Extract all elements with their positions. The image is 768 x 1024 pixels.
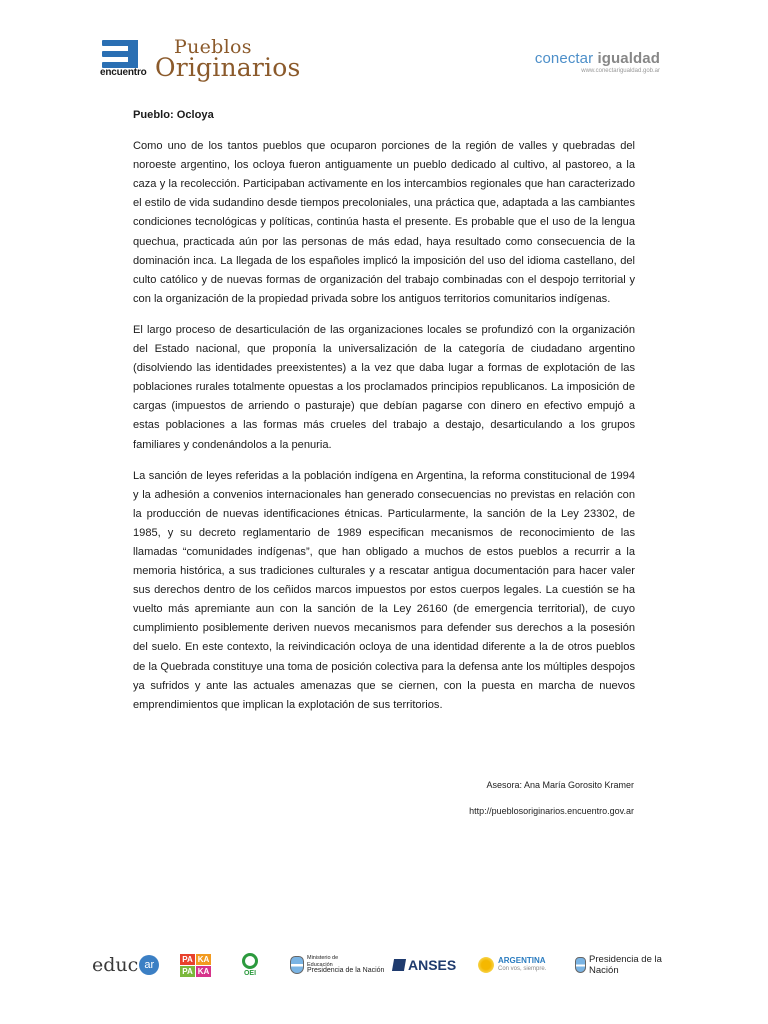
pueblos-word: Pueblos (174, 36, 252, 58)
escudo-icon (290, 956, 304, 974)
originarios-word: Originarios (155, 53, 301, 82)
footer-logos (92, 948, 684, 984)
conectar-igualdad-logo (535, 50, 660, 74)
paragraph-1: Como uno de los tantos pueblos que ocuparon porciones de la región de valles y quebradas del noroeste argentino, los ocloya fueron antiguamente un pueblo dedicado al cultivo, al pastoreo, a la caza y la recolección. Participaban activamente en los intercambios regionales que han caracterizado el estilo de vida sudandino desde tiempos precoloniales, una práctica que, adaptada a las cambiantes condiciones tecnológicas y políticas, continúa hasta el presente. Es probable que el uso de la lengua quechua, practicada aún por las personas de más edad, haya resultado como consecuencia de la dominación inca. La llegada de los españoles implicó la imposición del uso del idioma castellano, del culto católico y de nuevas formas de organización del trabajo combinadas con el despojo territorial y con la organización de la propiedad privada sobre los antiguos territorios comunitarios indígenas. (133, 140, 635, 305)
document-title: Pueblo: Ocloya (133, 109, 214, 121)
igualdad-word: igualdad (597, 50, 660, 67)
paragraph-2: El largo proceso de desarticulación de las organizaciones locales se profundizó con la organización del Estado nacional, que proponía la universalización de la categoría de ciudadano argentino (disolviendo las identidades preexistentes) a la vez que daba lugar a formas de explotación de las poblaciones rurales totalmente opuestas a los proclamados principios republicanos. La imposición de cargas (impuestos de arriendo o pasturaje) que debían pagarse con dinero en efectivo empujó a estas poblaciones a las formas más crueles del trabajo a destajo, desarticulando a los grupos familiares y condenándolos a la penuria. (133, 323, 635, 451)
conectar-url: www.conectarigualdad.gob.ar (581, 68, 660, 74)
encuentro-mark-icon (102, 40, 138, 68)
source-url: http://pueblosoriginarios.encuentro.gov.ar (469, 806, 634, 816)
encuentro-wordmark: encuentro (100, 67, 147, 78)
escudo-icon (575, 957, 586, 973)
argentina-logo: ARGENTINA Con vos, siempre. (478, 948, 546, 982)
anses-logo: ANSES (393, 948, 456, 982)
sun-icon (478, 957, 494, 973)
ministerio-educacion-logo: Ministerio de Educación Presidencia de la Nación (290, 948, 384, 982)
document-body (133, 106, 635, 727)
pakapaka-logo: PA KA PA KA (180, 948, 211, 982)
conectar-word: conectar (534, 50, 594, 67)
paragraph-3: La sanción de leyes referidas a la población indígena en Argentina, la reforma constitucional de 1994 y la adhesión a convenios internacionales han generado consecuencias no previstas en relación con la producción de nuevas identificaciones étnicas. Particularmente, la sanción de la Ley 23302, de 1985, y su decreto reglamentario de 1989 especifican mecanismos de reconocimiento de las llamadas “comunidades indígenas”, que han obligado a muchos de estos pueblos a recurrir a la memoria histórica, a sus tradiciones culturales y a rescatar antigua documentación para hacer valer sus derechos dentro de los ceñidos marcos impuestos por estos cuerpos legales. La cuestión se ha vuelto más apremiante aun con la sanción de la Ley 26160 (de emergencia territorial), de cuyo cumplimiento posiblemente deriven nuevos mecanismos para defender sus derechos a la posesión del suelo. En este contexto, la reivindicación ocloya de una identidad diferente a la de otros pueblos de la Quebrada constituye una toma de posición colectiva para la defensa ante los múltiples despojos ya sufridos y ante las actuales amenazas que se ciernen, con la puesta en marcha de nuevos emprendimientos que implican la explotación de sus territorios. (133, 469, 635, 711)
oei-ring-icon (242, 953, 258, 969)
presidencia-logo: Presidencia de la Nación (575, 948, 684, 982)
oei-logo: OEI (242, 948, 258, 982)
educar-logo: educ ar (92, 948, 159, 982)
anses-mark-icon (392, 959, 406, 971)
pueblos-originarios-logo (155, 38, 300, 80)
educar-ar-badge: ar (139, 955, 159, 975)
advisor-credit: Asesora: Ana María Gorosito Kramer (486, 780, 634, 790)
